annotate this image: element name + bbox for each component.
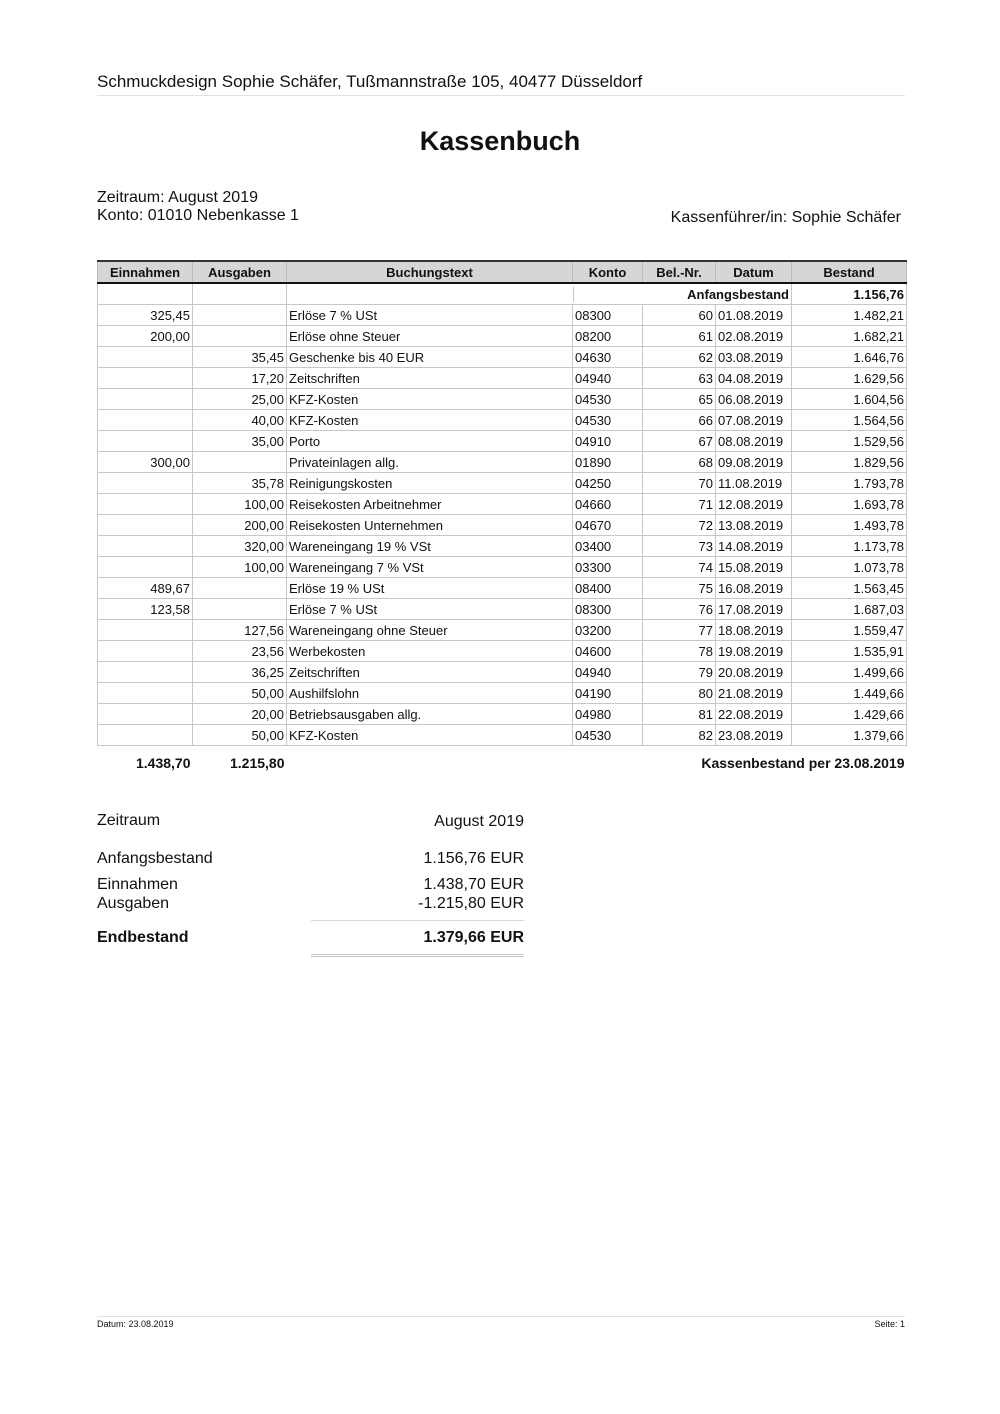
- table-row: [98, 683, 907, 704]
- receipt-number-cell: 66: [643, 410, 716, 431]
- column-header: Bel.-Nr.: [643, 261, 716, 283]
- account-cell: 03400: [573, 536, 643, 557]
- date-cell: 16.08.2019: [716, 578, 792, 599]
- date-cell: 03.08.2019: [716, 347, 792, 368]
- account-cell: 01890: [573, 452, 643, 473]
- total-income: 1.438,70: [136, 755, 191, 771]
- expense-cell: [193, 305, 287, 326]
- income-cell: [98, 410, 193, 431]
- header-divider: [97, 95, 905, 96]
- cashier-label: Kassenführer/in: Sophie Schäfer: [670, 209, 901, 226]
- summary-period-value: August 2019: [434, 813, 524, 830]
- summary-expense-value: -1.215,80 EUR: [418, 895, 524, 912]
- receipt-number-cell: 80: [643, 683, 716, 704]
- table-row: [98, 305, 907, 326]
- summary-period-label: Zeitraum: [97, 812, 161, 829]
- booking-text-cell: Zeitschriften: [287, 662, 573, 683]
- summary-divider: [311, 920, 524, 921]
- date-cell: 17.08.2019: [716, 599, 792, 620]
- booking-text-cell: Privateinlagen allg.: [287, 452, 573, 473]
- account-cell: 04530: [573, 410, 643, 431]
- receipt-number-cell: 76: [643, 599, 716, 620]
- date-cell: 01.08.2019: [716, 305, 792, 326]
- cashbook-table: [97, 260, 907, 776]
- account-cell: 04980: [573, 704, 643, 725]
- receipt-number-cell: 72: [643, 515, 716, 536]
- balance-cell: 1.629,56: [792, 368, 907, 389]
- booking-text-cell: Erlöse 7 % USt: [287, 305, 573, 326]
- booking-text-cell: Geschenke bis 40 EUR: [287, 347, 573, 368]
- date-cell: 13.08.2019: [716, 515, 792, 536]
- balance-cell: 1.604,56: [792, 389, 907, 410]
- balance-cell: 1.559,47: [792, 620, 907, 641]
- receipt-number-cell: 63: [643, 368, 716, 389]
- expense-cell: 25,00: [193, 389, 287, 410]
- receipt-number-cell: 82: [643, 725, 716, 746]
- table-row: [98, 557, 907, 578]
- expense-cell: 320,00: [193, 536, 287, 557]
- opening-value: 1.156,76: [792, 283, 907, 305]
- account-cell: 03200: [573, 620, 643, 641]
- expense-cell: 36,25: [193, 662, 287, 683]
- income-cell: [98, 536, 193, 557]
- expense-cell: 17,20: [193, 368, 287, 389]
- booking-text-cell: KFZ-Kosten: [287, 410, 573, 431]
- account-cell: 04940: [573, 662, 643, 683]
- income-cell: [98, 620, 193, 641]
- account-cell: 04190: [573, 683, 643, 704]
- table-row: [98, 704, 907, 725]
- table-row: [98, 431, 907, 452]
- table-row: [98, 452, 907, 473]
- receipt-number-cell: 70: [643, 473, 716, 494]
- table-row: [98, 473, 907, 494]
- receipt-number-cell: 60: [643, 305, 716, 326]
- date-cell: 08.08.2019: [716, 431, 792, 452]
- booking-text-cell: Zeitschriften: [287, 368, 573, 389]
- expense-cell: 127,56: [193, 620, 287, 641]
- receipt-number-cell: 65: [643, 389, 716, 410]
- account-cell: 04530: [573, 725, 643, 746]
- column-header: Buchungstext: [287, 261, 573, 283]
- receipt-number-cell: 71: [643, 494, 716, 515]
- date-cell: 18.08.2019: [716, 620, 792, 641]
- booking-text-cell: Reinigungskosten: [287, 473, 573, 494]
- balance-cell: 1.793,78: [792, 473, 907, 494]
- expense-cell: [193, 452, 287, 473]
- receipt-number-cell: 74: [643, 557, 716, 578]
- expense-cell: 100,00: [193, 494, 287, 515]
- balance-cell: 1.682,21: [792, 326, 907, 347]
- balance-cell: 1.493,78: [792, 515, 907, 536]
- income-cell: [98, 641, 193, 662]
- expense-cell: [193, 326, 287, 347]
- income-cell: [98, 494, 193, 515]
- date-cell: 23.08.2019: [716, 725, 792, 746]
- period-label: Zeitraum: August 2019: [97, 189, 258, 206]
- expense-cell: [193, 578, 287, 599]
- account-cell: 08300: [573, 305, 643, 326]
- income-cell: [98, 662, 193, 683]
- balance-cell: 1.429,66: [792, 704, 907, 725]
- income-cell: [98, 704, 193, 725]
- account-cell: 04630: [573, 347, 643, 368]
- table-row: [98, 326, 907, 347]
- account-cell: 04660: [573, 494, 643, 515]
- table-row: [98, 620, 907, 641]
- empty-cell: [193, 283, 287, 305]
- balance-cell: 1.449,66: [792, 683, 907, 704]
- income-cell: 123,58: [98, 599, 193, 620]
- totals-row: [98, 746, 907, 777]
- balance-cell: 1.499,66: [792, 662, 907, 683]
- summary-opening-value: 1.156,76 EUR: [423, 850, 524, 867]
- balance-cell: 1.529,56: [792, 431, 907, 452]
- table-row: [98, 578, 907, 599]
- table-row: [98, 725, 907, 746]
- summary-opening-label: Anfangsbestand: [97, 850, 213, 867]
- date-cell: 19.08.2019: [716, 641, 792, 662]
- date-cell: 11.08.2019: [716, 473, 792, 494]
- booking-text-cell: Aushilfslohn: [287, 683, 573, 704]
- table-row: [98, 389, 907, 410]
- booking-text-cell: Erlöse 7 % USt: [287, 599, 573, 620]
- receipt-number-cell: 75: [643, 578, 716, 599]
- column-header: Bestand: [792, 261, 907, 283]
- account-label: Konto: 01010 Nebenkasse 1: [97, 207, 299, 224]
- booking-text-cell: Reisekosten Arbeitnehmer: [287, 494, 573, 515]
- receipt-number-cell: 73: [643, 536, 716, 557]
- account-cell: 04250: [573, 473, 643, 494]
- account-cell: 08400: [573, 578, 643, 599]
- booking-text-cell: Erlöse 19 % USt: [287, 578, 573, 599]
- date-cell: 20.08.2019: [716, 662, 792, 683]
- receipt-number-cell: 67: [643, 431, 716, 452]
- balance-cell: 1.693,78: [792, 494, 907, 515]
- footer-date: Datum: 23.08.2019: [97, 1319, 174, 1329]
- table-row: [98, 641, 907, 662]
- page-title: Kassenbuch: [419, 126, 581, 156]
- income-cell: 300,00: [98, 452, 193, 473]
- opening-label: Anfangsbestand: [687, 286, 789, 302]
- booking-text-cell: Wareneingang 7 % VSt: [287, 557, 573, 578]
- balance-cell: 1.073,78: [792, 557, 907, 578]
- table-row: [98, 347, 907, 368]
- balance-cell: 1.646,76: [792, 347, 907, 368]
- expense-cell: 50,00: [193, 725, 287, 746]
- booking-text-cell: Wareneingang ohne Steuer: [287, 620, 573, 641]
- income-cell: [98, 515, 193, 536]
- empty-cell: [287, 746, 573, 777]
- column-header: Datum: [716, 261, 792, 283]
- account-cell: 04940: [573, 368, 643, 389]
- income-cell: [98, 389, 193, 410]
- date-cell: 15.08.2019: [716, 557, 792, 578]
- account-cell: 04530: [573, 389, 643, 410]
- balance-cell: 1.535,91: [792, 641, 907, 662]
- expense-cell: 35,45: [193, 347, 287, 368]
- table-row: [98, 599, 907, 620]
- booking-text-cell: KFZ-Kosten: [287, 725, 573, 746]
- booking-text-cell: Porto: [287, 431, 573, 452]
- balance-cell: 1.482,21: [792, 305, 907, 326]
- expense-cell: [193, 599, 287, 620]
- income-cell: [98, 347, 193, 368]
- expense-cell: 35,78: [193, 473, 287, 494]
- income-cell: 325,45: [98, 305, 193, 326]
- date-cell: 22.08.2019: [716, 704, 792, 725]
- table-body: [98, 283, 907, 776]
- summary-expense-label: Ausgaben: [97, 895, 170, 912]
- account-cell: 04910: [573, 431, 643, 452]
- table-row: [98, 368, 907, 389]
- booking-text-cell: Reisekosten Unternehmen: [287, 515, 573, 536]
- date-cell: 07.08.2019: [716, 410, 792, 431]
- income-cell: 200,00: [98, 326, 193, 347]
- receipt-number-cell: 79: [643, 662, 716, 683]
- table-row: [98, 536, 907, 557]
- account-cell: 03300: [573, 557, 643, 578]
- receipt-number-cell: 61: [643, 326, 716, 347]
- table-row: [98, 515, 907, 536]
- expense-cell: 35,00: [193, 431, 287, 452]
- receipt-number-cell: 68: [643, 452, 716, 473]
- account-cell: 08200: [573, 326, 643, 347]
- date-cell: 09.08.2019: [716, 452, 792, 473]
- table-row: [98, 410, 907, 431]
- date-cell: 14.08.2019: [716, 536, 792, 557]
- company-address: Schmuckdesign Sophie Schäfer, Tußmannstraße 105, 40477 Düsseldorf: [97, 72, 643, 91]
- income-cell: [98, 557, 193, 578]
- balance-cell: 1.564,56: [792, 410, 907, 431]
- opening-label-cell: [287, 283, 792, 305]
- booking-text-cell: Werbekosten: [287, 641, 573, 662]
- summary-end-label: Endbestand: [97, 929, 189, 946]
- account-cell: 04600: [573, 641, 643, 662]
- column-header: Einnahmen: [98, 261, 193, 283]
- booking-text-cell: KFZ-Kosten: [287, 389, 573, 410]
- booking-text-cell: Betriebsausgaben allg.: [287, 704, 573, 725]
- footer-divider: [97, 1316, 905, 1317]
- receipt-number-cell: 78: [643, 641, 716, 662]
- total-expense: 1.215,80: [230, 755, 285, 771]
- date-cell: 21.08.2019: [716, 683, 792, 704]
- balance-cell: 1.173,78: [792, 536, 907, 557]
- balance-cell: 1.829,56: [792, 452, 907, 473]
- expense-cell: 50,00: [193, 683, 287, 704]
- table-row: [98, 494, 907, 515]
- date-cell: 12.08.2019: [716, 494, 792, 515]
- balance-cell: 1.563,45: [792, 578, 907, 599]
- summary-income-label: Einnahmen: [97, 876, 178, 893]
- summary-double-rule: [311, 954, 524, 957]
- expense-cell: 200,00: [193, 515, 287, 536]
- table-row: [98, 662, 907, 683]
- income-cell: 489,67: [98, 578, 193, 599]
- summary-end-value: 1.379,66 EUR: [423, 929, 524, 946]
- summary-income-value: 1.438,70 EUR: [423, 876, 524, 893]
- opening-balance-row: [98, 283, 907, 305]
- account-cell: 08300: [573, 599, 643, 620]
- expense-cell: 40,00: [193, 410, 287, 431]
- expense-cell: 20,00: [193, 704, 287, 725]
- receipt-number-cell: 62: [643, 347, 716, 368]
- income-cell: [98, 368, 193, 389]
- expense-cell: 100,00: [193, 557, 287, 578]
- closing-balance-label: Kassenbestand per 23.08.2019: [701, 755, 905, 771]
- footer-page-number: Seite: 1: [874, 1319, 905, 1329]
- column-header: Ausgaben: [193, 261, 287, 283]
- balance-cell: 1.687,03: [792, 599, 907, 620]
- income-cell: [98, 431, 193, 452]
- income-cell: [98, 725, 193, 746]
- balance-cell: 1.379,66: [792, 725, 907, 746]
- date-cell: 02.08.2019: [716, 326, 792, 347]
- table-header-row: [98, 261, 907, 283]
- column-header: Konto: [573, 261, 643, 283]
- date-cell: 04.08.2019: [716, 368, 792, 389]
- booking-text-cell: Wareneingang 19 % VSt: [287, 536, 573, 557]
- receipt-number-cell: 77: [643, 620, 716, 641]
- empty-cell: [98, 283, 193, 305]
- income-cell: [98, 683, 193, 704]
- expense-cell: 23,56: [193, 641, 287, 662]
- date-cell: 06.08.2019: [716, 389, 792, 410]
- booking-text-cell: Erlöse ohne Steuer: [287, 326, 573, 347]
- income-cell: [98, 473, 193, 494]
- account-cell: 04670: [573, 515, 643, 536]
- receipt-number-cell: 81: [643, 704, 716, 725]
